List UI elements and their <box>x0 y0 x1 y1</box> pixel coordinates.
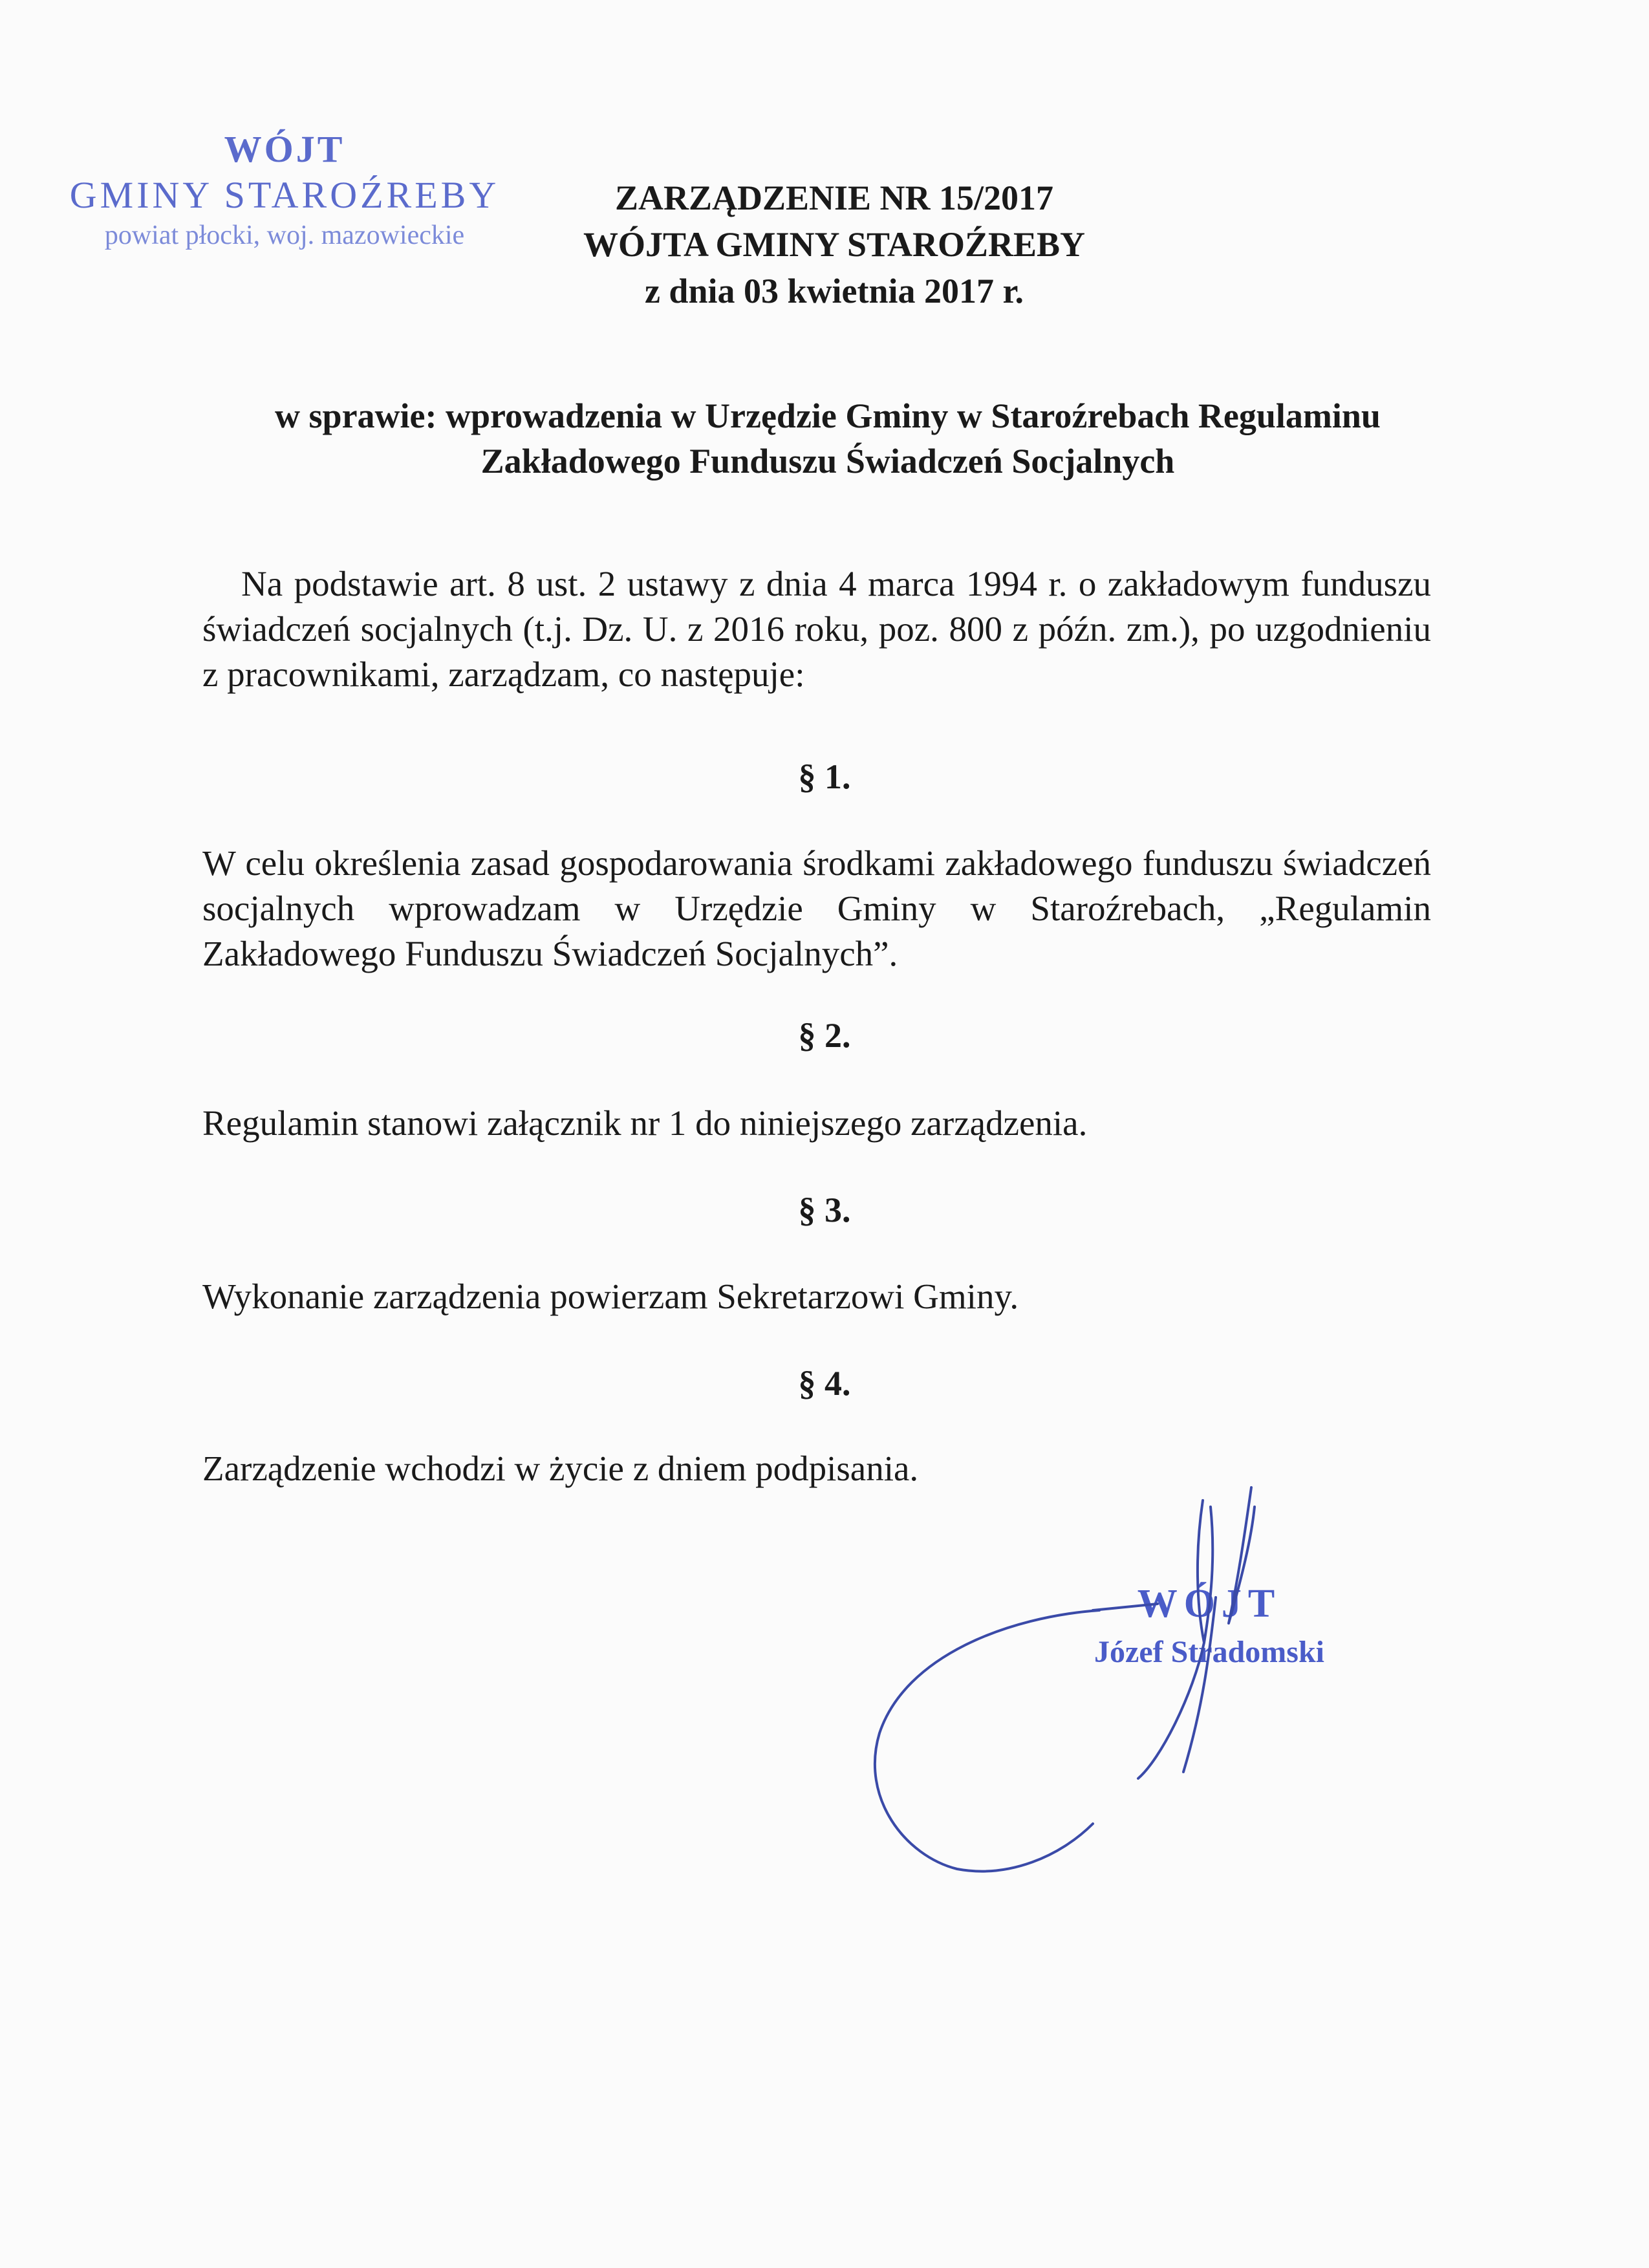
section-2-text: Regulamin stanowi załącznik nr 1 do niniejszego zarządzenia. <box>202 1103 1088 1143</box>
official-stamp <box>52 126 517 253</box>
document-subject <box>168 393 1487 484</box>
signature-stamp-title: WÓJT <box>1137 1582 1282 1626</box>
section-3-sign: § 3. <box>798 1191 851 1229</box>
section-4-sign: § 4. <box>798 1364 851 1403</box>
signature-stamp-name: Józef Stradomski <box>1094 1635 1324 1669</box>
stamp-title: WÓJT <box>224 128 345 170</box>
document-title: ZARZĄDZENIE NR 15/2017 <box>614 178 1054 217</box>
section-1-text: W celu określenia zasad gospodarowania środkami zakładowego funduszu świadczeń socjalnych wprowadzam w Urzędzie Gminy w Staroźrebach, „Regulamin Zakładowego Funduszu Świadczeń Socjalnych”. <box>202 843 1431 973</box>
stamp-municipality: GMINY STAROŹREBY <box>69 174 500 216</box>
subject-line-1: w sprawie: wprowadzenia w Urzędzie Gminy w Staroźrebach Regulaminu <box>275 396 1381 435</box>
document-header <box>504 175 1164 314</box>
preamble-paragraph: Na podstawie art. 8 ust. 2 ustawy z dnia 4 marca 1994 r. o zakładowym funduszu świadczeń socjalnych (t.j. Dz. U. z 2016 roku, poz. 800 z późn. zm.), po uzgodnieniu z pracownikami, zarządzam, co następuje: <box>202 564 1431 694</box>
signature-stamp <box>1028 1578 1390 1675</box>
section-2-sign: § 2. <box>798 1016 851 1055</box>
document-date: z dnia 03 kwietnia 2017 r. <box>644 272 1024 310</box>
section-3-text: Wykonanie zarządzenia powierzam Sekretarzowi Gminy. <box>202 1277 1019 1316</box>
section-4-text: Zarządzenie wchodzi w życie z dniem podpisania. <box>202 1449 919 1488</box>
subject-line-2: Zakładowego Funduszu Świadczeń Socjalnych <box>480 442 1175 481</box>
document-issuer: WÓJTA GMINY STAROŹREBY <box>583 225 1086 264</box>
section-1-sign: § 1. <box>798 757 851 796</box>
stamp-region: powiat płocki, woj. mazowieckie <box>104 221 465 250</box>
